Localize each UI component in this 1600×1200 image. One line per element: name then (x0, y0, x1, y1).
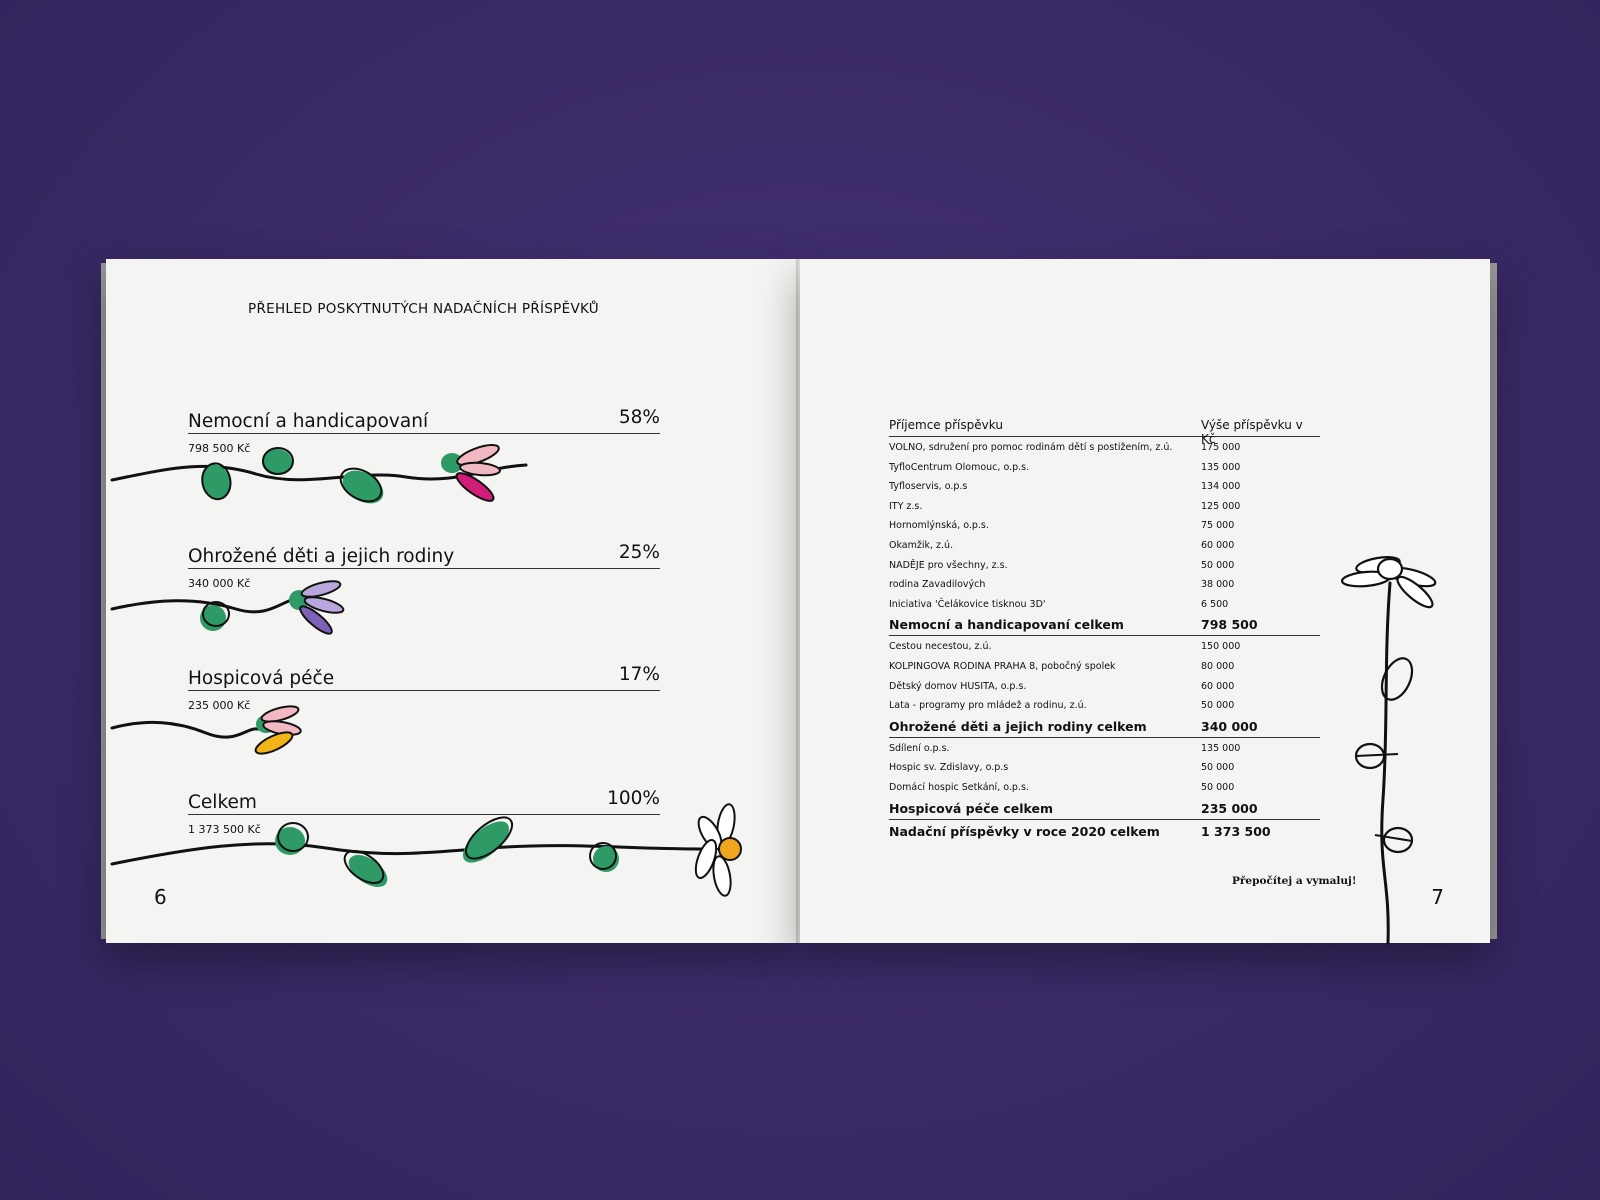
amount-cell: 135 000 (1201, 742, 1241, 754)
amount-cell: 135 000 (1201, 461, 1241, 473)
amount-cell: 150 000 (1201, 641, 1241, 653)
table-row (889, 574, 1320, 594)
amount-cell: 80 000 (1201, 660, 1235, 672)
category-name: Celkem (188, 792, 257, 813)
table-row (889, 676, 1320, 696)
recipient-cell: rodina Zavadilových (889, 579, 986, 591)
category-percent: 58% (618, 407, 660, 428)
recipient-cell: Cestou necestou, z.ú. (889, 641, 992, 653)
vine-illustrations (106, 259, 796, 943)
amount-cell: 50 000 (1201, 762, 1235, 774)
group-total-row (889, 797, 1320, 820)
group-total-value: 340 000 (1201, 718, 1258, 734)
category-name: Hospicová péče (188, 668, 335, 689)
amount-cell: 175 000 (1201, 442, 1241, 453)
column-header-recipient: Příjemce příspěvku (889, 418, 1003, 432)
table-row (889, 656, 1320, 676)
group-total-row (889, 715, 1320, 738)
amount-cell: 50 000 (1201, 781, 1235, 793)
category-amount: 1 373 500 Kč (188, 823, 261, 836)
page-title: PŘEHLED POSKYTNUTÝCH NADAČNÍCH PŘÍSPĚVKŮ (248, 301, 599, 317)
open-booklet (106, 259, 1496, 943)
group-total-label: Hospicová péče celkem (889, 800, 1053, 816)
category-name: Nemocní a handicapovaní (188, 411, 429, 432)
column-header-amount: Výše příspěvku v Kč (1201, 418, 1303, 446)
amount-cell: 60 000 (1201, 539, 1235, 551)
grand-total-label: Nadační příspěvky v roce 2020 celkem (889, 823, 1160, 839)
recipient-cell: Dětský domov HUSITA, o.p.s. (889, 680, 1027, 692)
table-row (889, 636, 1320, 656)
right-page (800, 259, 1490, 943)
recipient-cell: Sdílení o.p.s. (889, 742, 950, 754)
table-row (889, 437, 1320, 457)
amount-cell: 125 000 (1201, 500, 1241, 512)
category-percent: 17% (618, 664, 660, 685)
amount-cell: 134 000 (1201, 481, 1241, 493)
contributions-table (889, 418, 1320, 842)
category-block (188, 790, 660, 836)
recipient-cell: Okamžik, z.ú. (889, 539, 954, 551)
table-row (889, 594, 1320, 614)
amount-cell: 50 000 (1201, 559, 1235, 571)
vine-stem-3 (112, 722, 258, 737)
page-number: 7 (1431, 885, 1444, 909)
recipient-cell: Hospic sv. Zdislavy, o.p.s (889, 762, 1009, 774)
table-header (889, 418, 1320, 446)
recipient-cell: ITY z.s. (889, 500, 923, 512)
category-block (188, 666, 660, 712)
recipient-cell: Lata - programy pro mládež a rodinu, z.ú. (889, 700, 1087, 712)
category-amount: 798 500 Kč (188, 442, 251, 455)
group-total-label: Ohrožené děti a jejich rodiny celkem (889, 718, 1147, 734)
group-total-row (889, 613, 1320, 636)
vine-leaf-icon (200, 602, 229, 631)
group-total-label: Nemocní a handicapovaní celkem (889, 617, 1124, 633)
recipient-cell: TyfloCentrum Olomouc, o.p.s. (889, 461, 1030, 473)
recipient-cell: Iniciativa 'Čelákovice tisknou 3D' (889, 598, 1046, 610)
recipient-cell: VOLNO, sdružení pro pomoc rodinám dětí s postižením, z.ú. (889, 442, 1173, 453)
amount-cell: 75 000 (1201, 520, 1235, 532)
book-edge-right (1490, 263, 1497, 939)
amount-cell: 6 500 (1201, 598, 1229, 610)
table-row (889, 738, 1320, 758)
table-row (889, 457, 1320, 477)
category-amount: 340 000 Kč (188, 577, 251, 590)
category-block (188, 409, 660, 455)
vine-leaf-icon (335, 462, 389, 510)
page-number: 6 (154, 885, 167, 909)
group-total-value: 235 000 (1201, 800, 1258, 816)
group-total-value: 798 500 (1201, 617, 1258, 633)
category-block (188, 544, 660, 590)
category-amount: 235 000 Kč (188, 699, 251, 712)
recipient-cell: KOLPINGOVA RODINA PRAHA 8, pobočný spolek (889, 660, 1116, 672)
table-row (889, 695, 1320, 715)
amount-cell: 60 000 (1201, 680, 1235, 692)
category-percent: 25% (618, 542, 660, 563)
left-page (106, 259, 797, 943)
table-row (889, 555, 1320, 575)
category-name: Ohrožené děti a jejich rodiny (188, 546, 455, 567)
vine-leaf-icon (1356, 744, 1398, 768)
recipient-cell: Tyfloservis, o.p.s (889, 481, 968, 493)
amount-cell: 38 000 (1201, 579, 1235, 591)
grand-total-row (889, 820, 1320, 842)
vine-leaf-icon (1376, 654, 1418, 705)
recipient-cell: Domácí hospic Setkání, o.p.s. (889, 781, 1029, 793)
category-percent: 100% (607, 788, 660, 809)
table-row (889, 476, 1320, 496)
table-row (889, 535, 1320, 555)
recipient-cell: Hornomlýnská, o.p.s. (889, 520, 989, 532)
slogan: Přepočítej a vymaluj! (1232, 875, 1357, 887)
table-row (889, 515, 1320, 535)
table-row (889, 496, 1320, 516)
table-row (889, 757, 1320, 777)
recipient-cell: NADĚJE pro všechny, z.s. (889, 559, 1008, 571)
grand-total-value: 1 373 500 (1201, 823, 1271, 839)
amount-cell: 50 000 (1201, 700, 1235, 712)
table-row (889, 777, 1320, 797)
